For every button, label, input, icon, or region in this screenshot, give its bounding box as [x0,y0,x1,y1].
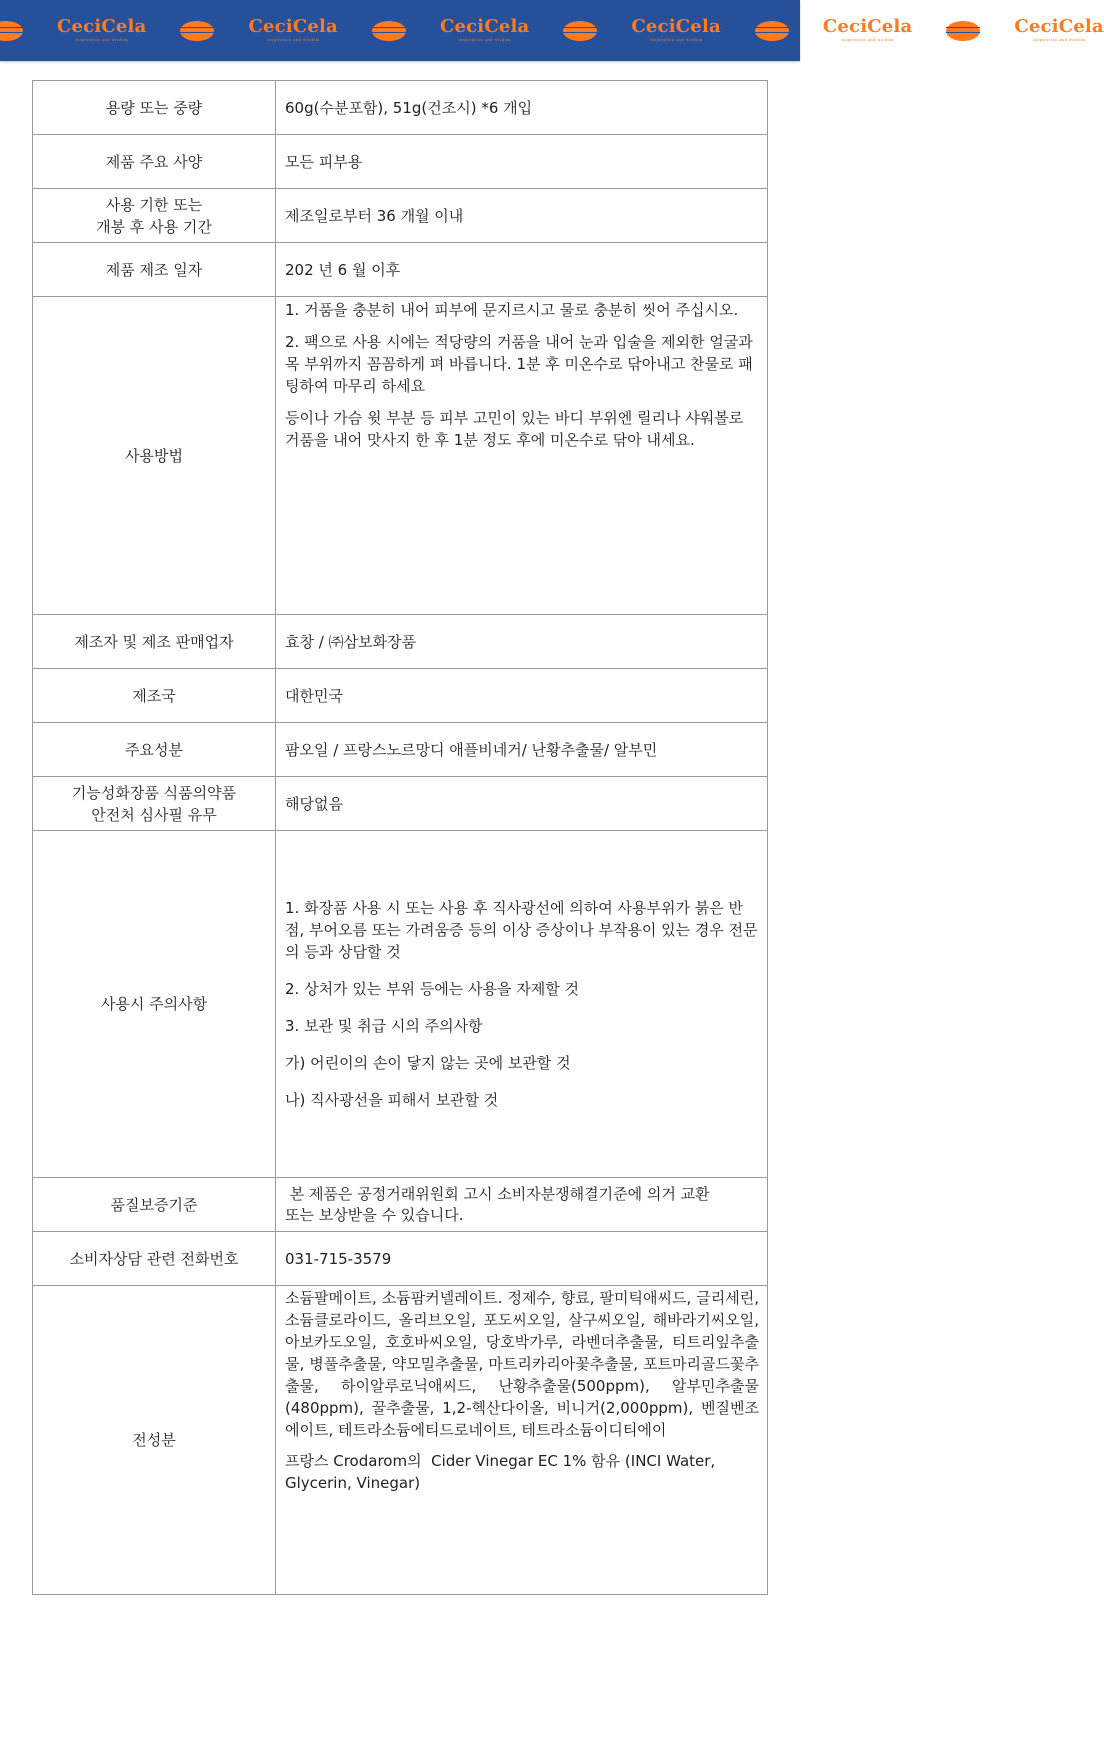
brand-name: CeciCela [439,16,530,37]
value-manufacture-date: 202 년 6 월 이후 [276,243,768,297]
row-customer-phone [33,1232,768,1286]
row-country [33,669,768,723]
banner-logo-strip [0,0,1104,61]
row-full-ingredients [33,1286,768,1595]
value-customer-phone: 031-715-3579 [276,1232,768,1286]
brand-mark-icon [563,21,597,41]
ingredients-list: 소듐팔메이트, 소듐팜커넬레이트. 정제수, 향료, 팔미틱애씨드, 글리세린, 소듐클로라이드, 올리브오일, 포도씨오일, 살구씨오일, 해바라기씨오일, 아보카도오일, 호호바씨오일, 당호박가루, 라벤더추출물, 티트리잎추출물, 병풀추출물, 약모밀추출물, 마트리카리아꽃추출물, 포트마리골드꽃추출물, 하이알루로닉애씨드, 난황추출물(500ppm), 알부민추출물(480ppm), 꿀추출물, 1,2-헥산다이올, 비니거(2,000ppm), 벤질벤조에이트, 테트라소듐에티드로네이트, 테트라소듐이디티에이 [285,1289,759,1439]
brand-mark-icon [180,21,214,41]
brand-tagline: Inspiration and wisdom [266,38,320,42]
value-key-ingredients: 팜오일 / 프랑스노르망디 애플비네거/ 난황추출물/ 알부민 [276,723,768,777]
value-manufacturer: 효창 / ㈜삼보화장품 [276,615,768,669]
brand-mark-icon [372,21,406,41]
label-expiry-line-2: 개봉 후 사용 기간 [96,217,212,236]
brand-logo [248,18,337,43]
brand-logo [823,18,912,43]
label-key-ingredients: 주요성분 [33,723,276,777]
label-full-ingredients: 전성분 [33,1286,276,1595]
value-usage [276,297,768,615]
row-functional-review [33,777,768,831]
value-quality-guarantee [276,1178,768,1232]
value-cautions [276,831,768,1178]
value-functional-review: 해당없음 [276,777,768,831]
value-country: 대한민국 [276,669,768,723]
brand-name: CeciCela [631,16,721,37]
value-full-ingredients [276,1286,768,1595]
label-quality-guarantee: 품질보증기준 [33,1178,276,1232]
value-main-spec: 모든 피부용 [276,135,768,189]
brand-tagline: Inspiration and wisdom [841,38,895,42]
row-key-ingredients [33,723,768,777]
brand-name: CeciCela [822,16,913,37]
label-cautions: 사용시 주의사항 [33,831,276,1178]
brand-logo [631,18,720,43]
usage-body-note: 등이나 가슴 윗 부분 등 피부 고민이 있는 바디 부위엔 릴리나 샤워볼로 거품을 내어 맛사지 한 후 1분 정도 후에 미온수로 닦아 내세요. [285,409,744,449]
caution-item-3b: 나) 직사광선을 피해서 보관할 것 [285,1090,499,1109]
row-expiry [33,189,768,243]
caution-item-3: 3. 보관 및 취급 시의 주의사항 [285,1016,483,1035]
brand-tagline: Inspiration and wisdom [1032,38,1086,42]
brand-mark-icon [0,21,23,41]
label-expiry [33,189,276,243]
row-cautions [33,831,768,1178]
usage-step-1: 1. 거품을 충분히 내어 피부에 문지르시고 물로 충분히 씻어 주십시오. [285,301,739,319]
brand-mark-icon [755,21,789,41]
brand-name: CeciCela [1014,16,1104,37]
row-capacity [33,81,768,135]
usage-step-2: 2. 팩으로 사용 시에는 적당량의 거품을 내어 눈과 입술을 제외한 얼굴과 목 부위까지 꼼꼼하게 펴 바릅니다. 1분 후 미온수로 닦아내고 찬물로 패팅하여 마무리 하세요 [285,333,753,395]
label-capacity: 용량 또는 중량 [33,81,276,135]
brand-mark-icon [946,21,980,41]
ingredients-note: 프랑스 Crodarom의 Cider Vinegar EC 1% 함유 (INCI Water, Glycerin, Vinegar) [285,1452,720,1492]
label-functional-review-line-1: 기능성화장품 식품의약품 [71,783,237,802]
brand-tagline: Inspiration and wisdom [458,38,512,42]
label-manufacture-date: 제품 제조 일자 [33,243,276,297]
caution-item-3a: 가) 어린이의 손이 닿지 않는 곳에 보관할 것 [285,1053,571,1072]
brand-logo [1014,18,1103,43]
brand-tagline: Inspiration and wisdom [75,38,129,42]
label-main-spec: 제품 주요 사양 [33,135,276,189]
row-usage [33,297,768,615]
brand-tagline: Inspiration and wisdom [649,38,703,42]
row-main-spec [33,135,768,189]
caution-item-2: 2. 상처가 있는 부위 등에는 사용을 자제할 것 [285,979,580,998]
row-manufacturer [33,615,768,669]
label-country: 제조국 [33,669,276,723]
label-usage: 사용방법 [33,297,276,615]
brand-banner [0,0,1104,61]
product-info-table [32,80,768,1595]
label-customer-phone: 소비자상담 관련 전화번호 [33,1232,276,1286]
quality-guarantee-line-2: 또는 보상받을 수 있습니다. [285,1205,464,1224]
brand-name: CeciCela [248,16,338,37]
value-expiry: 제조일로부터 36 개월 이내 [276,189,768,243]
label-functional-review [33,777,276,831]
brand-name: CeciCela [57,16,147,37]
row-manufacture-date [33,243,768,297]
brand-logo [440,18,529,43]
brand-logo [57,18,146,43]
caution-item-1: 1. 화장품 사용 시 또는 사용 후 직사광선에 의하여 사용부위가 붉은 반점, 부어오름 또는 가려움증 등의 이상 증상이나 부작용이 있는 경우 전문의 등과 상담할 것 [285,898,758,961]
row-quality-guarantee [33,1178,768,1232]
label-expiry-line-1: 사용 기한 또는 [105,195,203,214]
quality-guarantee-line-1: 본 제품은 공정거래위원회 고시 소비자분쟁해결기준에 의거 교환 [285,1184,710,1203]
label-functional-review-line-2: 안전처 심사필 유무 [91,805,217,824]
value-capacity: 60g(수분포함), 51g(건조시) *6 개입 [276,81,768,135]
label-manufacturer: 제조자 및 제조 판매업자 [33,615,276,669]
